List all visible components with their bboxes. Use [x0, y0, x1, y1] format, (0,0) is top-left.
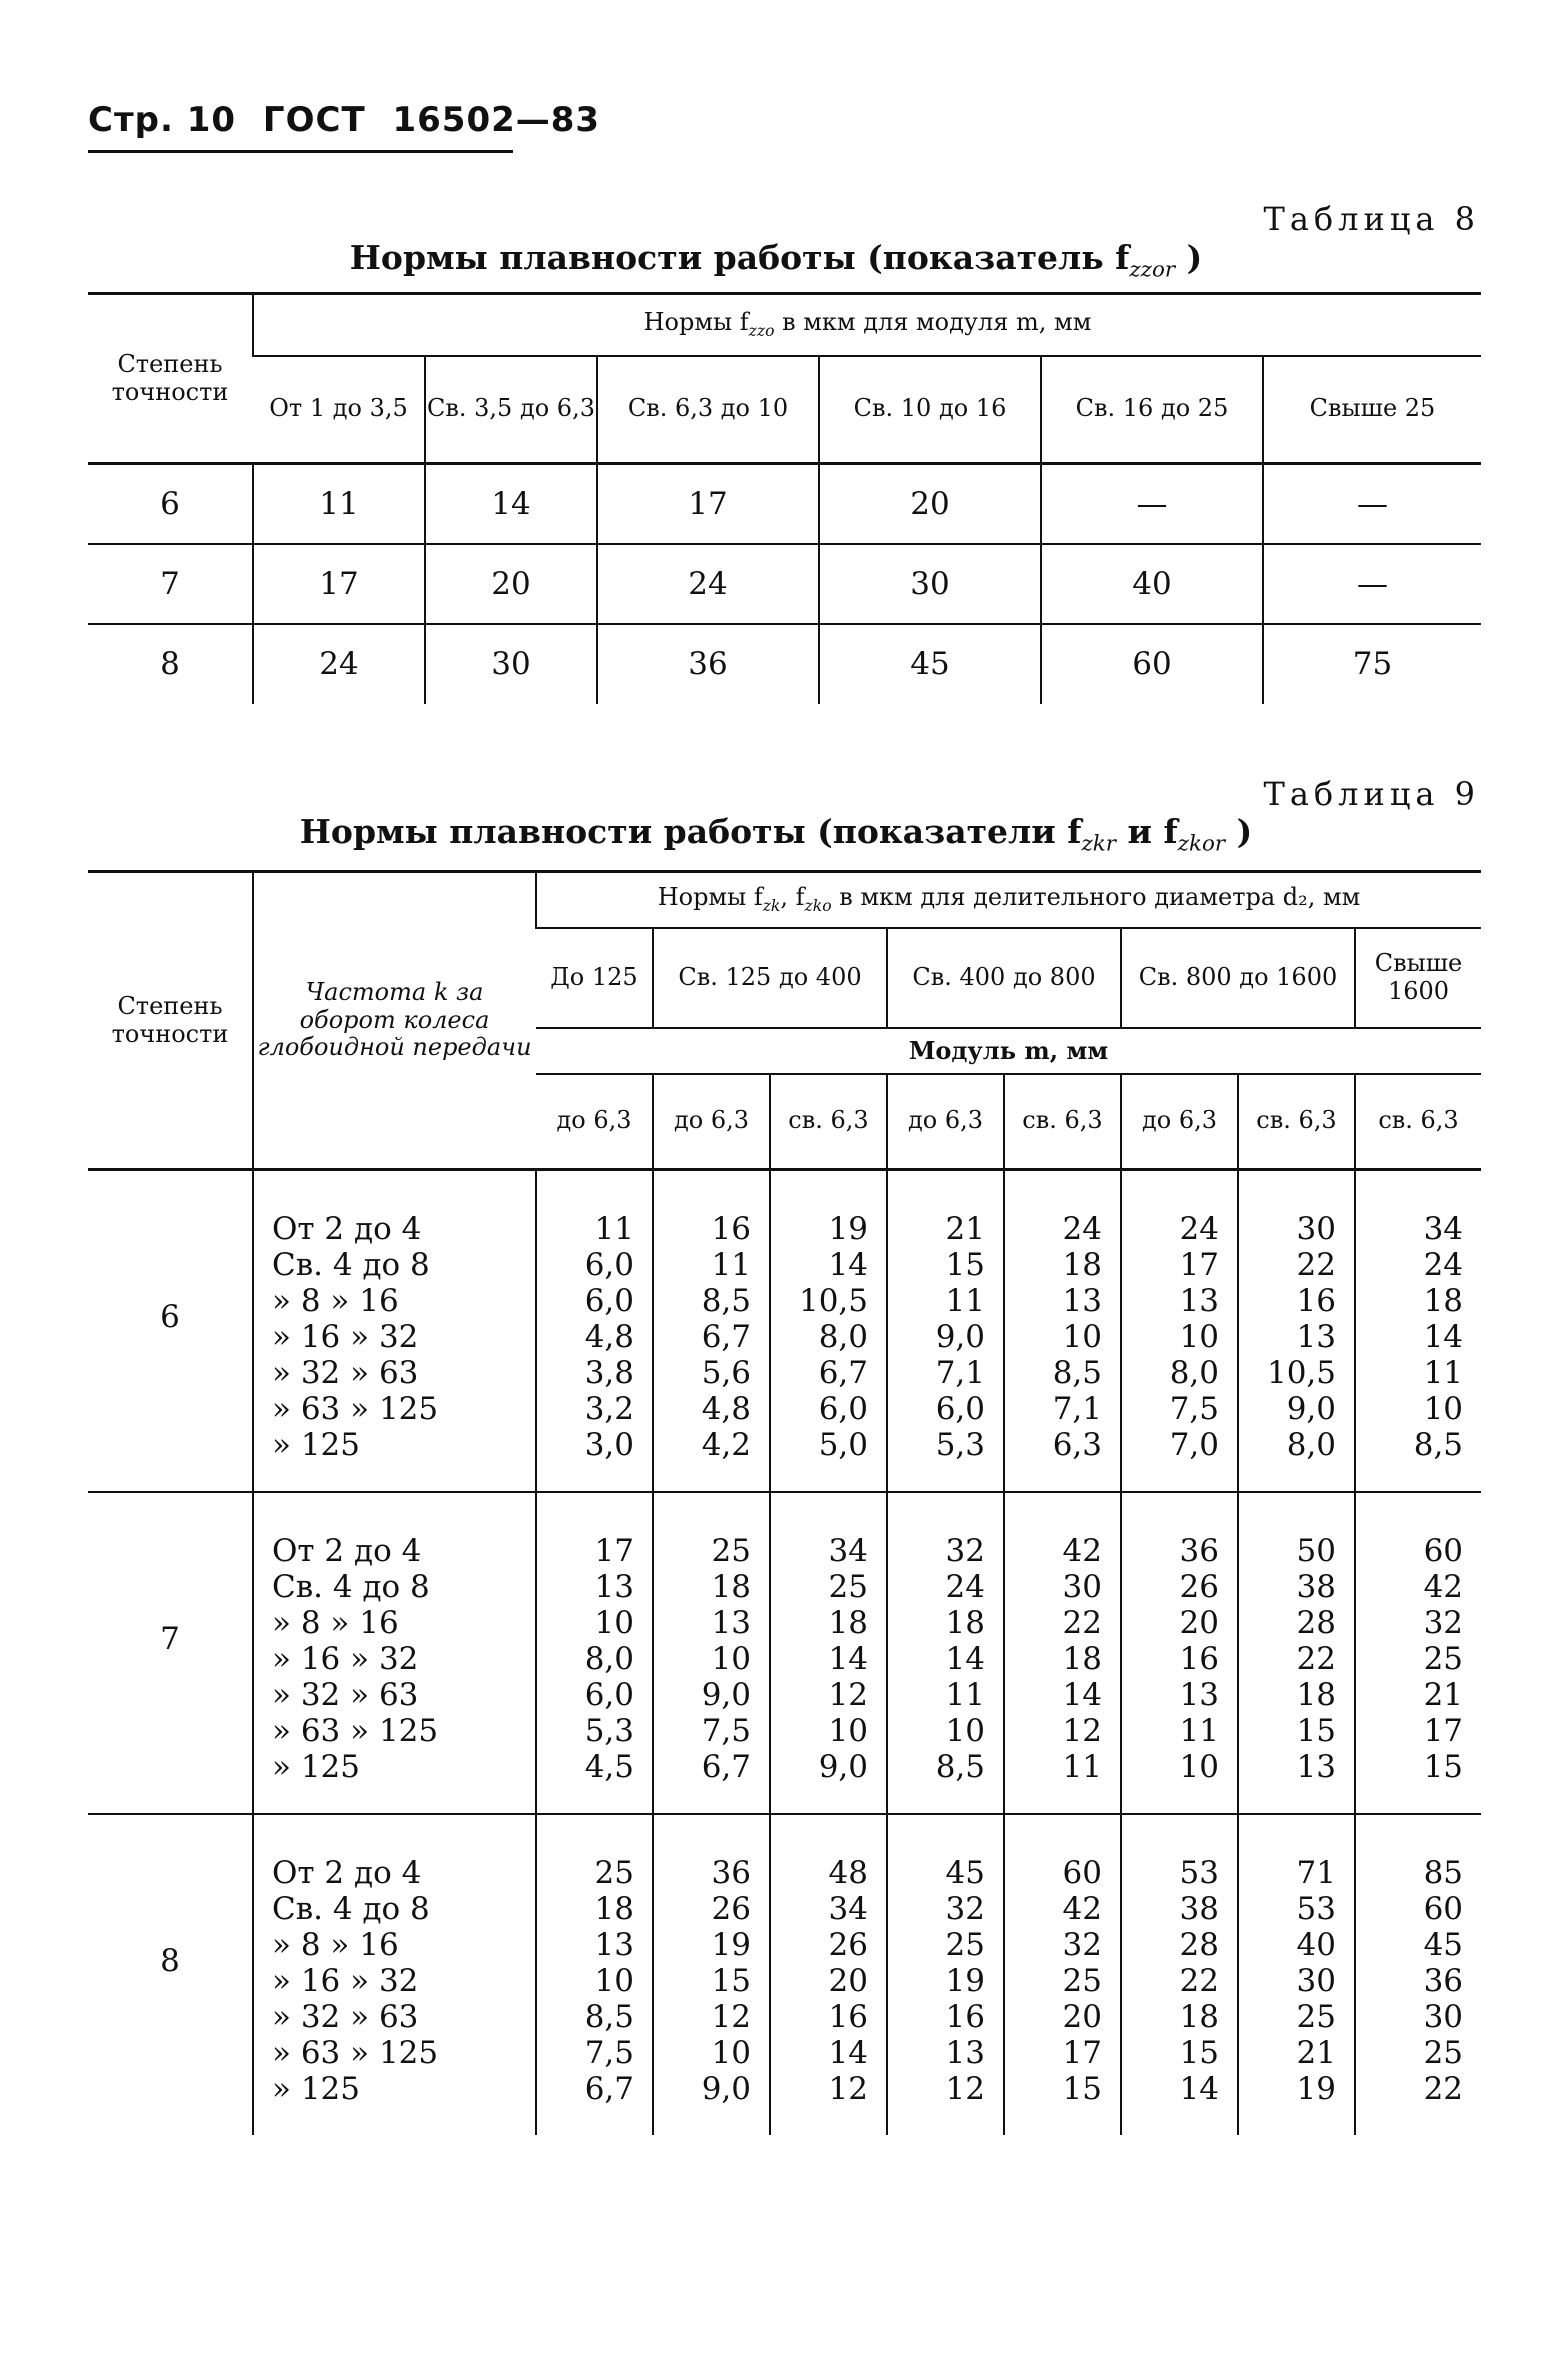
frequency-line: От 2 до 4 — [272, 1211, 422, 1247]
value: 18 — [1062, 1247, 1102, 1283]
value: 10 — [1179, 1749, 1219, 1785]
value: 6,0 — [935, 1391, 985, 1427]
value: 60 — [1423, 1891, 1464, 1927]
page-number: Стр. 10 — [88, 100, 237, 140]
value: 10 — [711, 1641, 751, 1677]
value: 16 — [1179, 1641, 1219, 1677]
value: 21 — [1423, 1677, 1464, 1713]
value: 22 — [1423, 2071, 1464, 2107]
value: 12 — [945, 2071, 985, 2107]
value: 7,5 — [584, 2035, 634, 2071]
value-cell — [1238, 1170, 1355, 1493]
table8-group-header: Нормы $f_{zzo}$ в мкм для модуля m, мм — [253, 294, 1481, 356]
table8-col-header: Св. 3,5 до 6,3 — [425, 356, 597, 464]
table-row — [88, 464, 1481, 544]
frequency-cell — [253, 1814, 536, 2135]
module-header: св. 6,3 — [1355, 1074, 1481, 1170]
value: 32 — [945, 1891, 985, 1927]
value: 21 — [1296, 2035, 1336, 2071]
value-cell: 20 — [425, 544, 597, 624]
table9-frequency-header: Частота k за оборот колеса глобоидной передачи — [253, 872, 536, 1170]
value: 11 — [594, 1211, 634, 1247]
degree-cell: 6 — [88, 1170, 253, 1493]
value: 13 — [594, 1569, 634, 1605]
value: 34 — [1423, 1211, 1464, 1247]
value: 3,2 — [584, 1391, 634, 1427]
value: 7,1 — [1052, 1391, 1102, 1427]
value: 13 — [1296, 1319, 1336, 1355]
value-cell — [1121, 1814, 1238, 2135]
frequency-line: » 8 » 16 — [272, 1605, 399, 1641]
value-cell — [887, 1170, 1004, 1493]
frequency-line: От 2 до 4 — [272, 1855, 422, 1891]
table9-degree-header: Степень точности — [88, 872, 253, 1170]
value: 71 — [1296, 1855, 1336, 1891]
value: 6,7 — [701, 1319, 751, 1355]
value: 42 — [1423, 1569, 1464, 1605]
value: 7,0 — [1169, 1427, 1219, 1463]
table9-module-header: Модуль m, мм — [536, 1028, 1481, 1074]
value: 17 — [1423, 1713, 1464, 1749]
value: 10,5 — [798, 1283, 868, 1319]
value: 45 — [1423, 1927, 1464, 1963]
value-cell — [770, 1170, 887, 1493]
value: 4,2 — [701, 1427, 751, 1463]
value: 4,5 — [584, 1749, 634, 1785]
value: 5,3 — [584, 1713, 634, 1749]
value: 18 — [711, 1569, 751, 1605]
value: 5,6 — [701, 1355, 751, 1391]
value: 14 — [1179, 2071, 1219, 2107]
value-cell — [1004, 1492, 1121, 1814]
table-row — [88, 1492, 1481, 1814]
value: 36 — [711, 1855, 751, 1891]
value: 13 — [945, 2035, 985, 2071]
value: 28 — [1296, 1605, 1336, 1641]
value: 3,8 — [584, 1355, 634, 1391]
value: 4,8 — [584, 1319, 634, 1355]
value: 12 — [828, 1677, 868, 1713]
value: 10 — [594, 1605, 634, 1641]
value: 32 — [1423, 1605, 1464, 1641]
table-row — [88, 624, 1481, 704]
table8-col-header: Св. 16 до 25 — [1041, 356, 1263, 464]
value-cell: 75 — [1263, 624, 1481, 704]
module-header: до 6,3 — [536, 1074, 653, 1170]
value-cell — [1004, 1814, 1121, 2135]
value: 11 — [945, 1677, 985, 1713]
value: 36 — [1179, 1533, 1219, 1569]
frequency-line: » 125 — [272, 1749, 360, 1785]
value: 6,0 — [584, 1677, 634, 1713]
value: 10 — [1423, 1391, 1464, 1427]
value-cell: 60 — [1041, 624, 1263, 704]
value: 20 — [828, 1963, 868, 1999]
frequency-line: » 63 » 125 — [272, 1391, 439, 1427]
frequency-line: » 32 » 63 — [272, 1677, 419, 1713]
frequency-cell — [253, 1170, 536, 1493]
value: 15 — [1062, 2071, 1102, 2107]
frequency-line: » 63 » 125 — [272, 1713, 439, 1749]
value: 24 — [1179, 1211, 1219, 1247]
value: 14 — [1423, 1319, 1464, 1355]
value-cell — [1121, 1170, 1238, 1493]
diameter-header: До 125 — [536, 928, 653, 1028]
value: 18 — [1296, 1677, 1336, 1713]
value: 60 — [1062, 1855, 1102, 1891]
value: 6,3 — [1052, 1427, 1102, 1463]
value-cell — [1238, 1492, 1355, 1814]
frequency-line: Св. 4 до 8 — [272, 1891, 430, 1927]
value-cell — [653, 1814, 770, 2135]
value-cell — [1355, 1170, 1481, 1493]
header-rule — [88, 150, 513, 153]
frequency-line: » 125 — [272, 1427, 360, 1463]
value: 9,0 — [701, 2071, 751, 2107]
value: 18 — [828, 1605, 868, 1641]
value: 48 — [828, 1855, 868, 1891]
value: 9,0 — [935, 1319, 985, 1355]
table8-title: Нормы плавности работы (показатель $f_{zzor}$ ) — [349, 238, 1203, 283]
value: 60 — [1423, 1533, 1464, 1569]
value-cell: 24 — [597, 544, 819, 624]
value: 14 — [1062, 1677, 1102, 1713]
value-cell — [1121, 1492, 1238, 1814]
value: 6,0 — [584, 1247, 634, 1283]
value: 8,5 — [1052, 1355, 1102, 1391]
value: 26 — [711, 1891, 751, 1927]
value: 18 — [1423, 1283, 1464, 1319]
value: 6,7 — [818, 1355, 868, 1391]
value: 40 — [1296, 1927, 1336, 1963]
value: 26 — [828, 1927, 868, 1963]
value: 25 — [1423, 1641, 1464, 1677]
value: 5,3 — [935, 1427, 985, 1463]
value: 10 — [1062, 1319, 1102, 1355]
value: 8,5 — [584, 1999, 634, 2035]
value: 14 — [828, 1247, 868, 1283]
table8-label: Таблица 8 — [1263, 200, 1480, 238]
value: 7,1 — [935, 1355, 985, 1391]
value: 10 — [828, 1713, 868, 1749]
table-row — [88, 1814, 1481, 2135]
value: 45 — [945, 1855, 985, 1891]
value: 21 — [945, 1211, 985, 1247]
value: 4,8 — [701, 1391, 751, 1427]
value: 8,0 — [818, 1319, 868, 1355]
degree-cell: 7 — [88, 1492, 253, 1814]
value-cell: — — [1263, 464, 1481, 544]
value: 30 — [1423, 1999, 1464, 2035]
value: 12 — [828, 2071, 868, 2107]
frequency-line: От 2 до 4 — [272, 1533, 422, 1569]
value-cell — [1238, 1814, 1355, 2135]
table9 — [88, 870, 1481, 2135]
value: 10 — [1179, 1319, 1219, 1355]
value: 11 — [1179, 1713, 1219, 1749]
frequency-line: » 8 » 16 — [272, 1283, 399, 1319]
value: 8,0 — [1169, 1355, 1219, 1391]
value: 24 — [945, 1569, 985, 1605]
frequency-line: Св. 4 до 8 — [272, 1569, 430, 1605]
value: 8,0 — [584, 1641, 634, 1677]
value-cell: 17 — [597, 464, 819, 544]
diameter-header: Св. 800 до 1600 — [1121, 928, 1355, 1028]
value: 15 — [1423, 1749, 1464, 1785]
degree-cell: 7 — [88, 544, 253, 624]
value: 38 — [1296, 1569, 1336, 1605]
value: 5,0 — [818, 1427, 868, 1463]
value-cell: 40 — [1041, 544, 1263, 624]
value: 25 — [594, 1855, 634, 1891]
value: 22 — [1296, 1247, 1336, 1283]
value: 30 — [1296, 1211, 1336, 1247]
value: 25 — [945, 1927, 985, 1963]
value: 9,0 — [1286, 1391, 1336, 1427]
value: 13 — [1062, 1283, 1102, 1319]
value: 3,0 — [584, 1427, 634, 1463]
value-cell: 45 — [819, 624, 1041, 704]
value: 10 — [945, 1713, 985, 1749]
value: 8,0 — [1286, 1427, 1336, 1463]
module-header: до 6,3 — [887, 1074, 1004, 1170]
value: 14 — [828, 2035, 868, 2071]
value-cell: 24 — [253, 624, 425, 704]
value-cell: — — [1041, 464, 1263, 544]
value: 19 — [1296, 2071, 1336, 2107]
table9-group-header: Нормы $f_{zk}$, $f_{zko}$ в мкм для делительного диаметра d₂, мм — [536, 872, 1481, 928]
frequency-line: » 16 » 32 — [272, 1963, 419, 1999]
value: 8,5 — [701, 1283, 751, 1319]
table9-label: Таблица 9 — [1263, 775, 1480, 813]
value-cell — [1004, 1170, 1121, 1493]
value-cell: 30 — [425, 624, 597, 704]
frequency-line: » 125 — [272, 2071, 360, 2107]
value: 11 — [1062, 1749, 1102, 1785]
value: 16 — [711, 1211, 751, 1247]
value: 14 — [945, 1641, 985, 1677]
degree-cell: 6 — [88, 464, 253, 544]
value: 12 — [711, 1999, 751, 2035]
table8-col-header: Св. 6,3 до 10 — [597, 356, 819, 464]
value: 6,0 — [584, 1283, 634, 1319]
value: 6,7 — [584, 2071, 634, 2107]
value: 16 — [945, 1999, 985, 2035]
value-cell — [770, 1814, 887, 2135]
value: 15 — [711, 1963, 751, 1999]
value: 34 — [828, 1533, 868, 1569]
table-row — [88, 544, 1481, 624]
value: 18 — [594, 1891, 634, 1927]
value: 11 — [945, 1283, 985, 1319]
value-cell — [770, 1492, 887, 1814]
value: 13 — [711, 1605, 751, 1641]
value: 25 — [828, 1569, 868, 1605]
value: 22 — [1179, 1963, 1219, 1999]
value: 11 — [711, 1247, 751, 1283]
value-cell: — — [1263, 544, 1481, 624]
value: 22 — [1296, 1641, 1336, 1677]
value: 8,5 — [1413, 1427, 1464, 1463]
value-cell — [887, 1492, 1004, 1814]
value: 25 — [711, 1533, 751, 1569]
value: 19 — [828, 1211, 868, 1247]
value: 25 — [1062, 1963, 1102, 1999]
table9-title: Нормы плавности работы (показатели $f_{zkr}$ и $f_{zkor}$ ) — [299, 812, 1253, 857]
frequency-line: » 32 » 63 — [272, 1999, 419, 2035]
diameter-header: Свыше 1600 — [1355, 928, 1481, 1028]
diameter-header: Св. 125 до 400 — [653, 928, 887, 1028]
value: 53 — [1179, 1855, 1219, 1891]
frequency-line: Св. 4 до 8 — [272, 1247, 430, 1283]
value: 11 — [1423, 1355, 1464, 1391]
value: 20 — [1179, 1605, 1219, 1641]
value-cell — [536, 1492, 653, 1814]
value-cell — [536, 1814, 653, 2135]
module-header: св. 6,3 — [770, 1074, 887, 1170]
value-cell — [1355, 1814, 1481, 2135]
value: 15 — [1296, 1713, 1336, 1749]
table-row — [88, 1170, 1481, 1493]
value-cell: 30 — [819, 544, 1041, 624]
value: 38 — [1179, 1891, 1219, 1927]
value: 17 — [1062, 2035, 1102, 2071]
value: 12 — [1062, 1713, 1102, 1749]
value: 32 — [945, 1533, 985, 1569]
degree-cell: 8 — [160, 1943, 180, 1979]
value: 30 — [1296, 1963, 1336, 1999]
value: 36 — [1423, 1963, 1464, 1999]
value-cell — [653, 1170, 770, 1493]
value: 22 — [1062, 1605, 1102, 1641]
value: 85 — [1423, 1855, 1464, 1891]
value: 8,5 — [935, 1749, 985, 1785]
value: 18 — [1062, 1641, 1102, 1677]
value: 13 — [1179, 1283, 1219, 1319]
table8-degree-header: Степень точности — [88, 294, 253, 464]
frequency-line: » 63 » 125 — [272, 2035, 439, 2071]
table8-col-header: От 1 до 3,5 — [269, 394, 408, 423]
value: 9,0 — [818, 1749, 868, 1785]
module-header: св. 6,3 — [1004, 1074, 1121, 1170]
value: 18 — [1179, 1999, 1219, 2035]
module-header: св. 6,3 — [1238, 1074, 1355, 1170]
value: 24 — [1062, 1211, 1102, 1247]
value-cell: 14 — [425, 464, 597, 544]
value: 10 — [594, 1963, 634, 1999]
standard-number: 16502—83 — [392, 100, 601, 140]
value-cell — [653, 1492, 770, 1814]
table8-col-header: Свыше 25 — [1263, 356, 1481, 464]
value: 42 — [1062, 1891, 1102, 1927]
standard-label: ГОСТ — [262, 100, 366, 140]
value-cell: 36 — [597, 624, 819, 704]
value: 20 — [1062, 1999, 1102, 2035]
value: 53 — [1296, 1891, 1336, 1927]
value: 7,5 — [701, 1713, 751, 1749]
value: 18 — [945, 1605, 985, 1641]
value-cell: 17 — [253, 544, 425, 624]
value: 13 — [594, 1927, 634, 1963]
value: 42 — [1062, 1533, 1102, 1569]
module-header: до 6,3 — [653, 1074, 770, 1170]
value: 10 — [711, 2035, 751, 2071]
diameter-header: Св. 400 до 800 — [887, 928, 1121, 1028]
value: 16 — [828, 1999, 868, 2035]
value-cell — [536, 1170, 653, 1493]
value: 25 — [1423, 2035, 1464, 2071]
value: 34 — [828, 1891, 868, 1927]
value: 19 — [711, 1927, 751, 1963]
value: 24 — [1423, 1247, 1464, 1283]
value: 17 — [594, 1533, 634, 1569]
frequency-line: » 16 » 32 — [272, 1319, 419, 1355]
value: 26 — [1179, 1569, 1219, 1605]
value: 13 — [1296, 1749, 1336, 1785]
frequency-line: » 16 » 32 — [272, 1641, 419, 1677]
value: 16 — [1296, 1283, 1336, 1319]
frequency-line: » 8 » 16 — [272, 1927, 399, 1963]
value: 19 — [945, 1963, 985, 1999]
value: 13 — [1179, 1677, 1219, 1713]
value: 17 — [1179, 1247, 1219, 1283]
value: 6,7 — [701, 1749, 751, 1785]
value: 30 — [1062, 1569, 1102, 1605]
value: 10,5 — [1266, 1355, 1336, 1391]
value: 15 — [1179, 2035, 1219, 2071]
page-header — [88, 100, 614, 140]
value: 15 — [945, 1247, 985, 1283]
module-header: до 6,3 — [1121, 1074, 1238, 1170]
value-cell: 11 — [253, 464, 425, 544]
table8 — [88, 292, 1481, 704]
degree-cell: 8 — [160, 646, 180, 682]
table8-col-header: Св. 10 до 16 — [819, 356, 1041, 464]
value: 14 — [828, 1641, 868, 1677]
frequency-cell — [253, 1492, 536, 1814]
value: 32 — [1062, 1927, 1102, 1963]
value: 50 — [1296, 1533, 1336, 1569]
value: 25 — [1296, 1999, 1336, 2035]
frequency-line: » 32 » 63 — [272, 1355, 419, 1391]
value: 9,0 — [701, 1677, 751, 1713]
value-cell — [1355, 1492, 1481, 1814]
value-cell — [887, 1814, 1004, 2135]
value-cell: 20 — [819, 464, 1041, 544]
value: 28 — [1179, 1927, 1219, 1963]
value: 7,5 — [1169, 1391, 1219, 1427]
value: 6,0 — [818, 1391, 868, 1427]
